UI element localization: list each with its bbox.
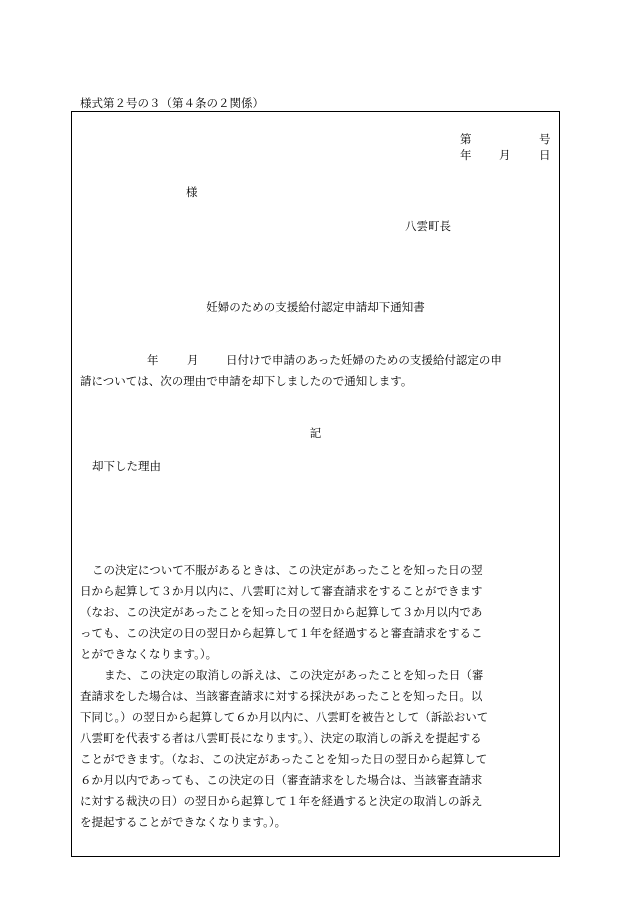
number-prefix: 第 — [460, 132, 472, 146]
appeal-notice — [80, 560, 554, 833]
notice-line: とができなくなります。）。 — [80, 647, 218, 661]
intro-line-2: 請については、次の理由で申請を却下しましたので通知します。 — [80, 374, 413, 388]
notice-line: ことができます。（なお、この決定があったことを知った日の翌日から起算して — [80, 752, 488, 766]
ki-heading: 記 — [309, 426, 322, 440]
reason-label: 却下した理由 — [92, 459, 161, 473]
intro-year: 年 — [147, 353, 159, 367]
document-title: 妊婦のための支援給付認定申請却下通知書 — [206, 300, 425, 314]
form-label: 様式第２号の３（第４条の２関係） — [80, 96, 264, 110]
notice-line: っても、この決定の日の翌日から起算して１年を経過すると審査請求をするこ — [80, 626, 483, 640]
intro-line-1-rest: 日付けで申請のあった妊婦のための支援給付認定の申 — [226, 353, 502, 367]
date-day: 日 — [539, 148, 551, 162]
addressee-suffix: 様 — [186, 185, 198, 199]
notice-line: また、この決定の取消しの訴えは、この決定があったことを知った日（審 — [104, 668, 484, 682]
notice-line: を提起することができなくなります。）。 — [80, 815, 287, 829]
notice-line: 八雲町を代表する者は八雲町長になります。）、決定の取消しの訴えを提起する — [80, 731, 482, 745]
intro-month: 月 — [187, 353, 199, 367]
notice-line: （なお、この決定があったことを知った日の翌日から起算して３か月以内であ — [80, 605, 483, 619]
notice-line: 査請求をした場合は、当該審査請求に対する採決があったことを知った日。以 — [80, 689, 483, 703]
notice-line: ６か月以内であっても、この決定の日（審査請求をした場合は、当該審査請求 — [80, 773, 483, 787]
number-suffix: 号 — [539, 132, 551, 146]
date-year: 年 — [460, 148, 472, 162]
notice-line: 日から起算して３か月以内に、八雲町に対して審査請求をすることができます — [80, 584, 483, 598]
sender-name: 八雲町長 — [405, 219, 451, 233]
document-frame — [71, 111, 560, 857]
date-month: 月 — [499, 148, 511, 162]
notice-line: この決定について不服があるときは、この決定があったことを知った日の翌 — [92, 563, 483, 577]
notice-line: に対する裁決の日）の翌日から起算して１年を経過すると決定の取消しの訴え — [80, 794, 483, 808]
notice-line: 下同じ。）の翌日から起算して６か月以内に、八雲町を被告として（訴訟おいて — [80, 710, 489, 724]
